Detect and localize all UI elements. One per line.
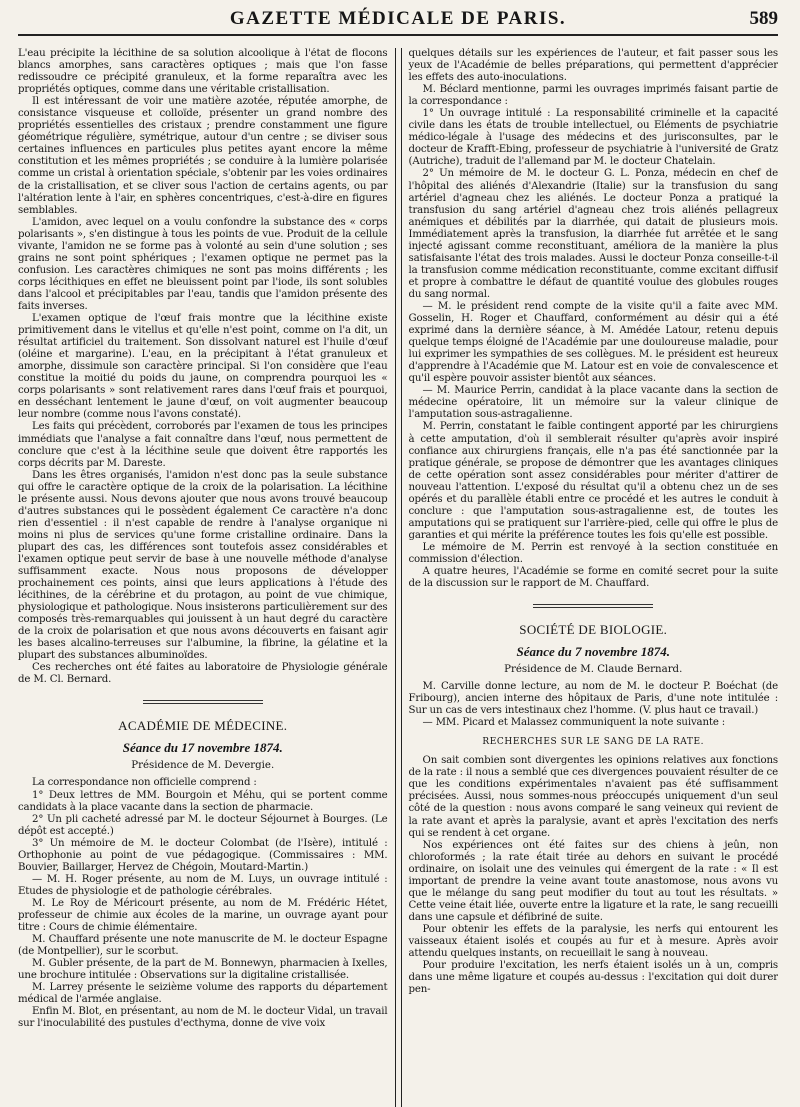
paragraph: L'examen optique de l'œuf frais montre que la lécithine existe primitivement dans le vitellus et qu'elle n'est point, comme on l'a dit, un résultat artificiel du traitement. Son dissolvant naturel est l'huile d'œuf (oléine et margarine). L'eau, en la précipitant à l'état granuleux et amorphe, dissimule son caractère principal. Si l'on considère que l'eau constitue la moitié du poids du jaune, on comprendra pourquoi les « corps polarisants » sont relativement rares dans l'œuf frais et pourquoi, en desséchant lentement le jaune d'œuf, on voit augmenter beaucoup leur nombre (comme nous l'avons constaté). xyxy=(18,313,388,421)
paragraph: 2° Un mémoire de M. le docteur G. L. Ponza, médecin en chef de l'hôpital des aliénés d'Alexandrie (Italie) sur la transfusion du sang artériel d'agneau chez les aliénés. Le docteur Ponza a pratiqué la transfusion du sang artériel d'agneau chez trois aliénés pellagreux anémiques et débilités par la diarrhée, qui datait de plusieurs mois. Immédiatement après la transfusion, la diarrhée fut arrêtée et le sang injecté agissant comme reconstituant, améliora de la manière la plus satisfaisante l'état des trois malades. Aussi le docteur Ponza conseille-t-il la transfusion comme médication reconstituante, comme excitant diffusif et propre à combattre le défaut de quantité voulue des globules rouges du sang normal. xyxy=(408,168,778,300)
seance-date: Séance du 7 novembre 1874. xyxy=(516,644,670,660)
presidence: Présidence de M. Devergie. xyxy=(131,760,275,772)
paragraph: 3° Un mémoire de M. le docteur Colombat (de l'Isère), intitulé : Orthophonie au point de vue pédagogique. (Commissaires : MM. Bouvier, Baillarger, Hervez de Chégoin, Moutard-Martin.) xyxy=(18,837,388,873)
paragraph: Les faits qui précèdent, corroborés par l'examen de tous les principes immédiats que l'analyse a fait connaître dans l'œuf, nous permettent de conclure que c'est à la lécithine seule que doivent être rapportés les corps décrits par M. Dareste. xyxy=(18,421,388,469)
section-title: ACADÉMIE DE MÉDECINE. xyxy=(118,718,288,734)
paragraph: Dans les êtres organisés, l'amidon n'est donc pas la seule substance qui offre le caractère optique de la croix de la polarisation. La lécithine le présente aussi. Nous devons ajouter que nous avons trouvé beaucoup d'autres substances qui le possèdent également Ce caractère n'a donc rien d'essentiel : il n'est capable de rendre à l'analyse organique ni moins ni plus de services qu'une forme cristalline ordinaire. Dans la plupart des cas, les différences sont toutefois assez considérables et l'examen optique peut servir de base à une nouvelle méthode d'analyse suffisamment exacte. Nous nous proposons de développer prochainement ces points, ainsi que leurs applications à l'étude des lécithines, de la cérébrine et du protagon, au point de vue chimique, physiologique et pathologique. Nous insisterons particulièrement sur des composés très-remarquables qui jouissent à un haut degré du caractère de la croix de polarisation et que nous avons découverts en faisant agir les bases alcalino-terreuses sur l'albumine, la fibrine, la gélatine et la plupart des substances albuminoïdes. xyxy=(18,469,388,662)
paragraph: Ces recherches ont été faites au laboratoire de Physiologie générale de M. Cl. Bernard. xyxy=(18,662,388,686)
paragraph: M. Chauffard présente une note manuscrite de M. le docteur Espagne (de Montpellier), sur le scorbut. xyxy=(18,934,388,958)
paragraph: La correspondance non officielle comprend : xyxy=(32,777,257,789)
left-column xyxy=(18,48,395,1107)
paragraph: M. Perrin, constatant le faible contingent apporté par les chirurgiens à cette amputation, d'où il semblerait résulter qu'après avoir inspiré confiance aux chirurgiens français, elle n'a pas été sanctionnée par la pratique générale, se propose de démontrer que les avantages cliniques de cette opération sont assez considérables pour mériter d'attirer de nouveau l'attention. L'exposé du résultat qu'il a obtenu chez un de ses opérés et du parallèle établi entre ce procédé et les autres le conduit à conclure : que l'amputation sous-astragalienne est, de toutes les amputations qui se pratiquent sur l'arrière-pied, celle qui offre le plus de garanties et qui mérite la préférence toutes les fois qu'elle est possible. xyxy=(408,421,778,541)
paragraph: Pour produire l'excitation, les nerfs étaient isolés un à un, compris dans une même ligature et coupés au-dessus : l'excitation qui doit durer pen- xyxy=(408,960,778,996)
section-rule xyxy=(533,604,653,608)
paragraph: Nos expériences ont été faites sur des chiens à jeûn, non chloroformés ; la rate était tirée au dehors en suivant le procédé ordinaire, on isolait une des veinules qui émergent de la rate : « Il est important de prendre la veine avant toute anastomose, nous avons vu que le mélange du sang peut modifier du tout au tout les résultats. » Cette veine était liée, ouverte entre la ligature et la rate, le sang recueilli dans une capsule et défibriné de suite. xyxy=(408,839,778,923)
paragraph: 1° Deux lettres de MM. Bourgoin et Méhu, qui se portent comme candidats à la place vacante dans la section de pharmacie. xyxy=(18,789,388,813)
paragraph: M. Carville donne lecture, au nom de M. le docteur P. Boéchat (de Fribourg), ancien interne des hôpitaux de Paris, d'une note intitulée : Sur un cas de vers intestinaux chez l'homme. (V. plus haut ce travail.) xyxy=(408,681,778,717)
paragraph: M. Larrey présente le seizième volume des rapports du département médical de l'armée anglaise. xyxy=(18,982,388,1006)
section-rule xyxy=(143,700,263,704)
paragraph: quelques détails sur les expériences de l'auteur, et fait passer sous les yeux de l'Académie de belles préparations, qui permettent d'apprécier les effets des auto-inoculations. xyxy=(408,48,778,84)
columns xyxy=(18,48,778,1107)
paragraph: M. Le Roy de Méricourt présente, au nom de M. Frédéric Hétet, professeur de chimie aux écoles de la marine, un ouvrage ayant pour titre : Cours de chimie élémentaire. xyxy=(18,897,388,934)
paragraph: L'eau précipite la lécithine de sa solution alcoolique à l'état de flocons blancs amorphes, sans caractères optiques ; mais que l'on fasse redissoudre ce précipité granuleux, et la forme reparaîtra avec les propriétés optiques, comme dans une véritable cristallisation. xyxy=(18,48,388,96)
paragraph: M. Béclard mentionne, parmi les ouvrages imprimés faisant partie de la correspondance : xyxy=(408,84,778,108)
paragraph: Le mémoire de M. Perrin est renvoyé à la section constituée en commission d'élection. xyxy=(408,541,778,565)
paragraph: Enfin M. Blot, en présentant, au nom de M. le docteur Vidal, un travail sur l'inoculabilité des pustules d'ecthyma, donne de vive voix xyxy=(18,1006,388,1030)
paragraph: Il est intéressant de voir une matière azotée, réputée amorphe, de consistance visqueuse et colloïde, présenter un grand nombre des propriétés essentielles des cristaux ; prendre constamment une figure géométrique régulière, symétrique, autour d'un centre ; se diviser sous certaines influences en particules plus petites ayant encore la même constitution et les mêmes propriétés ; se conduire à la lumière polarisée comme un cristal à orientation spéciale, s'obtenir par les voies ordinaires de la cristallisation, et se cliver sous l'action de certains agents, ou par l'altération lente à l'air, en sphères concentriques, c'est-à-dire en figures semblables. xyxy=(18,96,388,216)
paragraph: — M. le président rend compte de la visite qu'il a faite avec MM. Gosselin, H. Roger et Chauffard, conformément au désir qui a été exprimé dans la dernière séance, à M. Amédée Latour, retenu depuis quelque temps éloigné de l'Académie par une douloureuse maladie, pour lui exprimer les sympathies de ses collègues. M. le président est heureux d'apprendre à l'Académie que M. Latour est en voie de convalescence et qu'il espère pouvoir assister bientôt aux séances. xyxy=(408,300,778,385)
page-number: 589 xyxy=(749,8,778,29)
journal-title: GAZETTE MÉDICALE DE PARIS. xyxy=(229,8,567,29)
paragraph: — M. H. Roger présente, au nom de M. Luys, un ouvrage intitulé : Etudes de physiologie et de pathologie cérébrales. xyxy=(18,873,388,897)
column-divider xyxy=(395,48,402,1107)
masthead xyxy=(18,8,778,36)
seance-date: Séance du 17 novembre 1874. xyxy=(122,740,283,756)
subheading: RECHERCHES SUR LE SANG DE LA RATE. xyxy=(482,737,705,748)
right-column xyxy=(402,48,779,1107)
paragraph: M. Gubler présente, de la part de M. Bonnewyn, pharmacien à Ixelles, une brochure intitulée : Observations sur la digitaline cristallisée. xyxy=(18,958,388,982)
presidence: Présidence de M. Claude Bernard. xyxy=(504,664,683,676)
section-title: SOCIÉTÉ DE BIOLOGIE. xyxy=(519,622,668,638)
paragraph: L'amidon, avec lequel on a voulu confondre la substance des « corps polarisants », s'en distingue à tous les points de vue. Produit de la cellule vivante, l'amidon ne se forme pas à volonté au sein d'une solution ; ses grains ne sont point sphériques ; l'examen optique ne permet pas la confusion. Les caractères chimiques ne sont pas moins différents ; les corps lécithiques en effet ne bleuissent point par l'iode, ils sont solubles dans l'alcool et précipitables par l'eau, tandis que l'amidon présente des faits inverses. xyxy=(18,216,388,312)
paragraph: 1° Un ouvrage intitulé : La responsabilité criminelle et la capacité civile dans les états de trouble intellectuel, ou Eléments de psychiatrie médico-légale à l'usage des médecins et des jurisconsultes, par le docteur de Krafft-Ebing, professeur de psychiatrie à l'université de Gratz (Autriche), traduit de l'allemand par M. le docteur Chatelain. xyxy=(408,108,778,168)
paragraph: 2° Un pli cacheté adressé par M. le docteur Séjournet à Bourges. (Le dépôt est accepté.) xyxy=(18,813,388,837)
paragraph: Pour obtenir les effets de la paralysie, les nerfs qui entourent les vaisseaux étaient isolés et coupés au fur et à mesure. Après avoir attendu quelques instants, on recueillait le sang à nouveau. xyxy=(408,923,778,960)
paragraph: — M. Maurice Perrin, candidat à la place vacante dans la section de médecine opératoire, lit un mémoire sur la valeur clinique de l'amputation sous-astragalienne. xyxy=(408,385,778,421)
paragraph: A quatre heures, l'Académie se forme en comité secret pour la suite de la discussion sur le rapport de M. Chauffard. xyxy=(408,566,778,590)
paragraph: — MM. Picard et Malassez communiquent la note suivante : xyxy=(422,717,726,729)
paragraph: On sait combien sont divergentes les opinions relatives aux fonctions de la rate : il nous a semblé que ces divergences pouvaient résulter de ce que les conditions expérimentales n'avaient pas été suffisamment précisées. Aussi, nous sommes-nous préoccupés uniquement d'un seul côté de la question : nous avons comparé le sang veineux qui revient de la rate avant et après la paralysie, avant et après l'excitation des nerfs qui se rendent à cet organe. xyxy=(408,755,778,839)
